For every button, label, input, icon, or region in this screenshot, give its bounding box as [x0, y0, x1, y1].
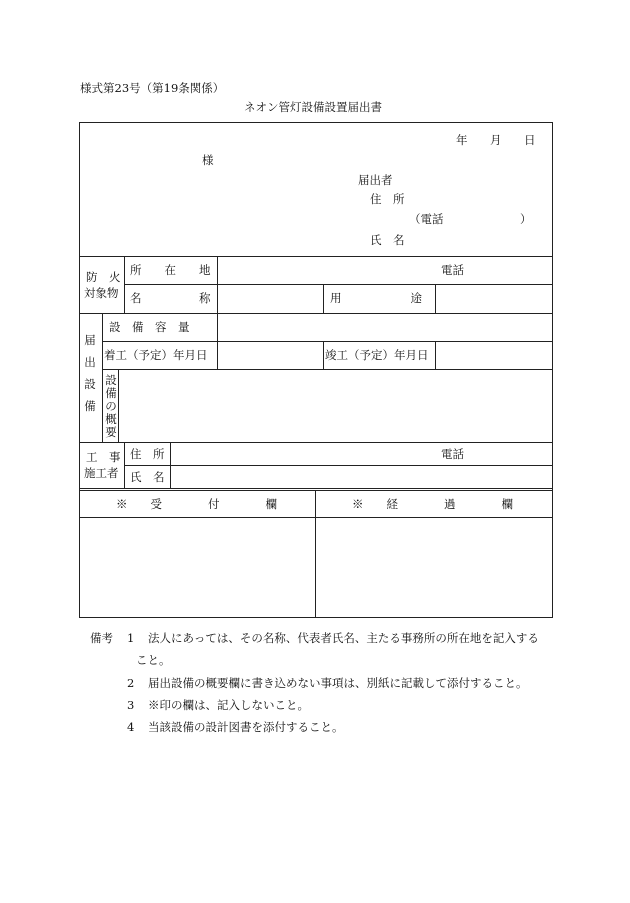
notifier-address-label: 住 所	[370, 192, 405, 206]
notes-heading: 備考	[90, 631, 113, 645]
contractor-label-2: 施工者	[84, 466, 119, 480]
date-month: 月	[490, 133, 502, 147]
date-day: 日	[524, 133, 536, 147]
date-year: 年	[456, 133, 468, 147]
form-title: ネオン管灯設備設置届出書	[244, 100, 382, 114]
notifier-name-label: 氏 名	[370, 233, 405, 247]
equipment-side-label: 届出設備	[84, 333, 96, 413]
fire-target-label-1: 防 火	[86, 270, 121, 284]
location-phone-label: 電話	[441, 263, 464, 277]
notifier-phone-close: ）	[520, 212, 532, 226]
form-number: 様式第23号（第19条関係）	[80, 81, 225, 95]
note-text-continued: こと。	[136, 653, 171, 667]
overview-label: 設備の概要	[105, 373, 117, 439]
notifier-phone-open: （電話	[409, 212, 444, 226]
note-number: 1	[127, 631, 135, 645]
note-text: 法人にあっては、その名称、代表者氏名、主たる事務所の所在地を記入する	[148, 631, 539, 645]
contractor-phone-label: 電話	[441, 447, 464, 461]
end-date-label: 竣工（予定）年月日	[325, 348, 429, 362]
use-label: 用 途	[330, 291, 422, 305]
location-label: 所 在 地	[130, 263, 211, 277]
reception-column-label: ※ 受 付 欄	[116, 497, 277, 511]
target-name-label: 名 称	[130, 291, 211, 305]
note-text: ※印の欄は、記入しないこと。	[148, 698, 309, 712]
contractor-address-label: 住 所	[130, 447, 165, 461]
fire-target-label-2: 対象物	[84, 286, 119, 300]
contractor-name-label: 氏 名	[130, 470, 165, 484]
progress-column-label: ※ 経 過 欄	[352, 497, 513, 511]
capacity-label: 設 備 容 量	[109, 320, 190, 334]
note-number: 4	[127, 720, 135, 734]
note-text: 当該設備の設計図書を添付すること。	[148, 720, 344, 734]
start-date-label: 着工（予定）年月日	[104, 348, 208, 362]
note-number: 2	[127, 676, 135, 690]
notifier-label: 届出者	[358, 173, 393, 187]
note-number: 3	[127, 698, 135, 712]
contractor-label-1: 工 事	[86, 450, 121, 464]
note-text: 届出設備の概要欄に書き込めない事項は、別紙に記載して添付すること。	[148, 676, 528, 690]
addressee-suffix: 様	[202, 153, 214, 167]
